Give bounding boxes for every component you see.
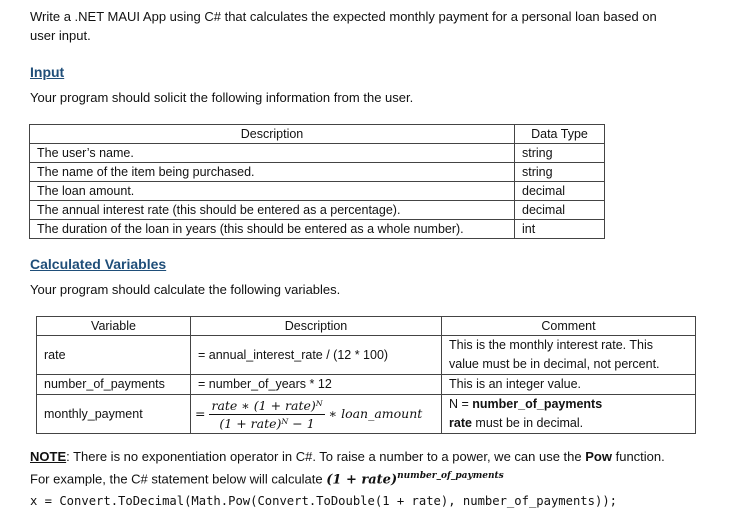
column-header-data-type: Data Type (515, 125, 605, 144)
equals-sign: = (195, 405, 206, 421)
monthly-comment-line-1 (449, 395, 688, 414)
cell-description: The duration of the loan in years (this should be entered as a whole number). (30, 220, 515, 239)
cell-type: int (515, 220, 605, 239)
variable-rate: rate (37, 336, 191, 375)
column-header-description: Description (191, 317, 442, 336)
table-row (30, 220, 605, 239)
table-row (30, 163, 605, 182)
column-header-comment: Comment (442, 317, 696, 336)
comment-text: must be in decimal. (471, 416, 584, 430)
cell-description: The name of the item being purchased. (30, 163, 515, 182)
monthly-payment-formula (191, 395, 442, 434)
monthly-comment (442, 395, 696, 434)
power-exponent: number_of_payments (397, 471, 504, 481)
input-description: Your program should solicit the following information from the user. (30, 90, 414, 105)
cell-type: string (515, 163, 605, 182)
intro-line-2: user input. (30, 28, 91, 43)
comment-text: N = (449, 397, 473, 411)
note-text: : There is no exponentiation operator in C#. To raise a number to a power, we can use the (66, 449, 586, 464)
code-example: x = Convert.ToDecimal(Math.Pow(Convert.ToDouble(1 + rate), number_of_payments)); (30, 494, 617, 508)
table-row (30, 201, 605, 220)
rate-comment-line-2: value must be in decimal, not percent. (449, 357, 660, 371)
note-text-end: function. (611, 449, 665, 464)
calculated-heading: Calculated Variables (30, 256, 167, 272)
calculated-description: Your program should calculate the following variables. (30, 282, 341, 297)
note-example-text: For example, the C# statement below will calculate (30, 471, 327, 487)
comment-bold-text: rate (449, 416, 472, 430)
power-expression: (1 + rate) (326, 472, 398, 488)
column-header-description: Description (30, 125, 515, 144)
pow-keyword: Pow (585, 449, 612, 464)
comment-bold-text: number_of_payments (472, 397, 603, 411)
table-row (37, 336, 696, 375)
payments-formula: = number_of_years * 12 (191, 375, 442, 395)
note-line-1 (30, 447, 665, 466)
variable-number-of-payments: number_of_payments (37, 375, 191, 395)
fraction-denominator: (1 + rate)ᴺ − 1 (219, 415, 315, 431)
cell-description: The loan amount. (30, 182, 515, 201)
calculated-table (36, 316, 696, 434)
variable-monthly-payment: monthly_payment (37, 395, 191, 434)
rate-formula: = annual_interest_rate / (12 * 100) (191, 336, 442, 375)
cell-description: The annual interest rate (this should be entered as a percentage). (30, 201, 515, 220)
column-header-variable: Variable (37, 317, 191, 336)
payments-comment: This is an integer value. (442, 375, 696, 395)
rate-comment (442, 336, 696, 375)
cell-type: string (515, 144, 605, 163)
table-row (30, 144, 605, 163)
table-header-row (37, 317, 696, 336)
table-header-row (30, 125, 605, 144)
intro-line-1: Write a .NET MAUI App using C# that calculates the expected monthly payment for a personal loan based on (30, 9, 657, 24)
table-row (37, 375, 696, 395)
fraction-numerator: rate ∗ (1 + rate)ᴺ (211, 397, 323, 413)
cell-description: The user’s name. (30, 144, 515, 163)
note-label: NOTE (30, 449, 67, 464)
payment-fraction (209, 397, 324, 432)
cell-type: decimal (515, 201, 605, 220)
rate-comment-line-1: This is the monthly interest rate. This (449, 338, 654, 352)
monthly-comment-line-2 (449, 414, 688, 433)
note-line-2 (30, 467, 504, 489)
table-row (37, 395, 696, 434)
table-row (30, 182, 605, 201)
input-table (29, 124, 605, 239)
input-heading: Input (30, 64, 65, 80)
formula-tail: ∗ loan_amount (328, 405, 423, 421)
cell-type: decimal (515, 182, 605, 201)
